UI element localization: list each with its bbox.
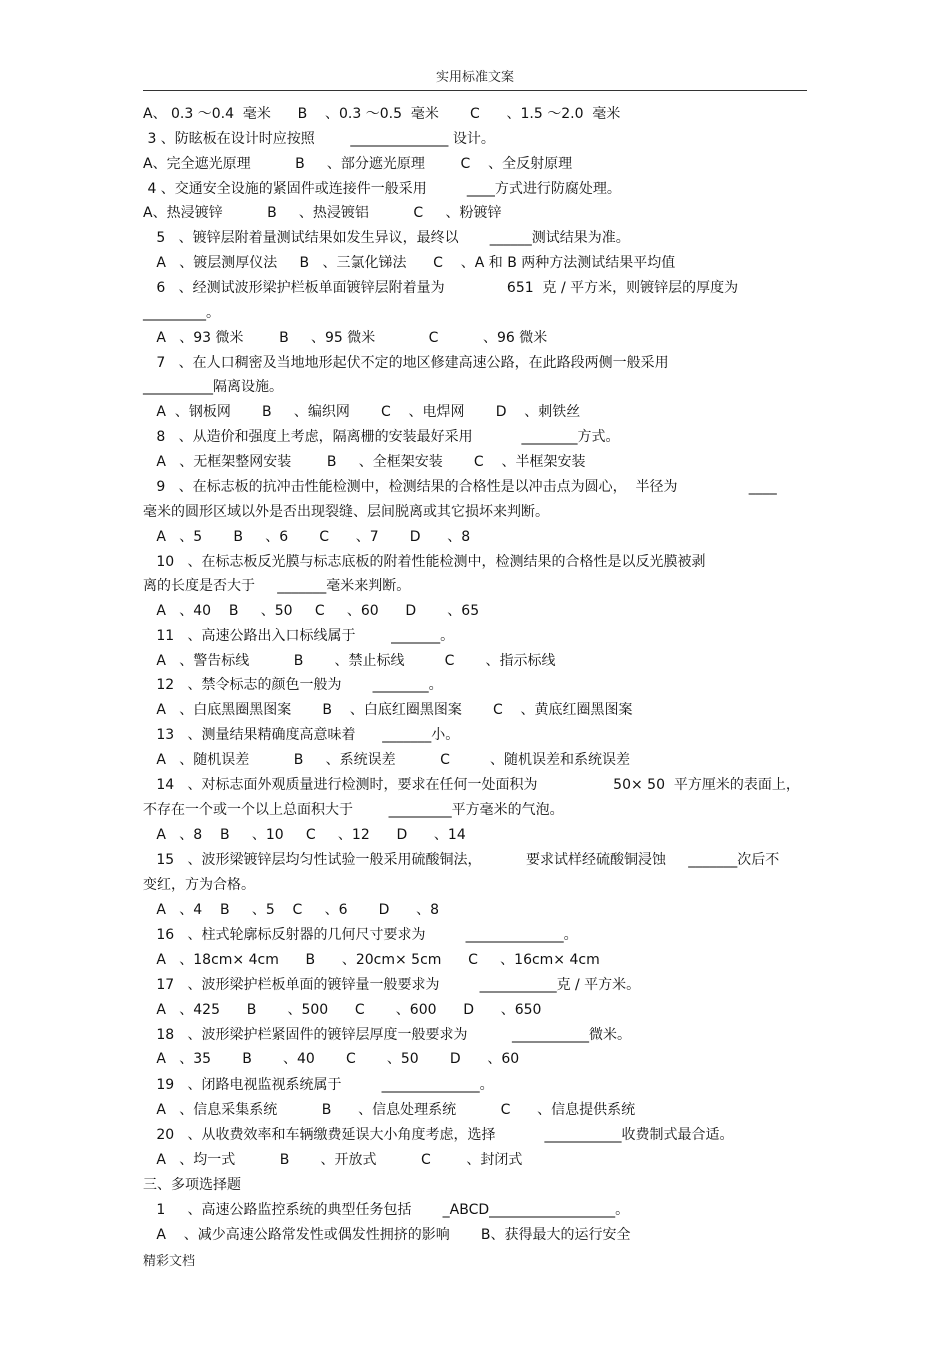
text-line: 1 、高速公路监控系统的典型任务包括 _ABCD__________________。 bbox=[143, 1202, 630, 1218]
text-line: 14 、对标志面外观质量进行检测时，要求在任何一处面积为 50× 50 平方厘米的表面上， bbox=[143, 777, 800, 793]
text-line: 13 、测量结果精确度高意味着 _______小。 bbox=[143, 727, 460, 743]
text-line: A 、信息采集系统 B 、信息处理系统 C 、信息提供系统 bbox=[143, 1102, 636, 1118]
text-line: 7 、在人口稠密及当地地形起伏不定的地区修建高速公路，在此路段两侧一般采用 bbox=[143, 355, 669, 371]
text-line: 不存在一个或一个以上总面积大于 _________平方毫米的气泡。 bbox=[143, 802, 564, 818]
text-line: 18 、波形梁护栏紧固件的镀锌层厚度一般要求为 ___________微米。 bbox=[143, 1027, 632, 1043]
text-line: A 、均一式 B 、开放式 C 、封闭式 bbox=[143, 1152, 523, 1168]
text-line: 三、多项选择题 bbox=[143, 1177, 241, 1193]
text-line: 离的长度是否大于 _______毫米来判断。 bbox=[143, 578, 411, 594]
text-line: 毫米的圆形区域以外是否出现裂缝、层间脱离或其它损坏来判断。 bbox=[143, 504, 549, 520]
text-line: 19 、闭路电视监视系统属于 ______________。 bbox=[143, 1077, 494, 1093]
text-line: 9 、在标志板的抗冲击性能检测中，检测结果的合格性是以冲击点为圆心， 半径为 ____ bbox=[143, 479, 777, 495]
text-line: _________。 bbox=[143, 305, 220, 321]
text-line: A 、镀层测厚仪法 B 、三氯化锑法 C 、A 和 B 两种方法测试结果平均值 bbox=[143, 255, 676, 271]
text-line: A 、钢板网 B 、编织网 C 、电焊网 D 、刺铁丝 bbox=[143, 404, 581, 420]
text-line: 4 、交通安全设施的紧固件或连接件一般采用 ____方式进行防腐处理。 bbox=[143, 181, 621, 197]
text-line: A 、425 B 、500 C 、600 D 、650 bbox=[143, 1002, 542, 1018]
text-line: 20 、从收费效率和车辆缴费延误大小角度考虑，选择 ___________收费制式最合适。 bbox=[143, 1127, 734, 1143]
text-line: 17 、波形梁护栏板单面的镀锌量一般要求为 ___________克 / 平方米。 bbox=[143, 977, 641, 993]
text-line: 15 、波形梁镀锌层均匀性试验一般采用硫酸铜法， 要求试样经硫酸铜浸蚀 _______次后不 bbox=[143, 852, 780, 868]
text-line: A、 0.3 ～0.4 毫米 B 、0.3 ～0.5 毫米 C 、1.5 ～2.0 毫米 bbox=[143, 106, 621, 122]
header-rule bbox=[143, 90, 807, 91]
text-line: A 、5 B 、6 C 、7 D 、8 bbox=[143, 529, 471, 545]
text-line: 10 、在标志板反光膜与标志底板的附着性能检测中，检测结果的合格性是以反光膜被剥 bbox=[143, 554, 706, 570]
text-line: __________隔离设施。 bbox=[143, 379, 283, 395]
text-line: 8 、从造价和强度上考虑，隔离栅的安装最好采用 ________方式。 bbox=[143, 429, 620, 445]
text-line: A、完全遮光原理 B 、部分遮光原理 C 、全反射原理 bbox=[143, 156, 573, 172]
page-header: 实用标准文案 bbox=[435, 70, 514, 85]
text-line: A 、警告标线 B 、禁止标线 C 、指示标线 bbox=[143, 653, 556, 669]
text-line: A 、40 B 、50 C 、60 D 、65 bbox=[143, 603, 480, 619]
text-line: 11 、高速公路出入口标线属于 _______。 bbox=[143, 628, 455, 644]
text-line: 12 、禁令标志的颜色一般为 ________。 bbox=[143, 677, 443, 693]
text-line: A 、8 B 、10 C 、12 D 、14 bbox=[143, 827, 466, 843]
text-line: 变红，方为合格。 bbox=[143, 877, 255, 893]
text-line: A 、白底黑圈黑图案 B 、白底红圈黑图案 C 、黄底红圈黑图案 bbox=[143, 702, 633, 718]
text-line: 6 、经测试波形梁护栏板单面镀锌层附着量为 651 克 / 平方米，则镀锌层的厚度为 bbox=[143, 280, 739, 296]
text-line: A 、35 B 、40 C 、50 D 、60 bbox=[143, 1051, 520, 1067]
text-line: A、热浸镀锌 B 、热浸镀铝 C 、粉镀锌 bbox=[143, 205, 502, 221]
text-line: A 、无框架整网安装 B 、全框架安装 C 、半框架安装 bbox=[143, 454, 586, 470]
text-line: A 、随机误差 B 、系统误差 C 、随机误差和系统误差 bbox=[143, 752, 630, 768]
text-line: A 、减少高速公路常发性或偶发性拥挤的影响 B、获得最大的运行安全 bbox=[143, 1227, 631, 1243]
text-line: 5 、镀锌层附着量测试结果如发生异议，最终以 ______测试结果为准。 bbox=[143, 230, 630, 246]
text-line: 3 、防眩板在设计时应按照 ______________ 设计。 bbox=[143, 131, 495, 147]
text-line: A 、18cm× 4cm B 、20cm× 5cm C 、16cm× 4cm bbox=[143, 952, 600, 968]
text-line: 16 、柱式轮廓标反射器的几何尺寸要求为 ______________。 bbox=[143, 927, 578, 943]
text-line: A 、4 B 、5 C 、6 D 、8 bbox=[143, 902, 440, 918]
text-line: A 、93 微米 B 、95 微米 C 、96 微米 bbox=[143, 330, 548, 346]
page-footer: 精彩文档 bbox=[143, 1254, 196, 1269]
